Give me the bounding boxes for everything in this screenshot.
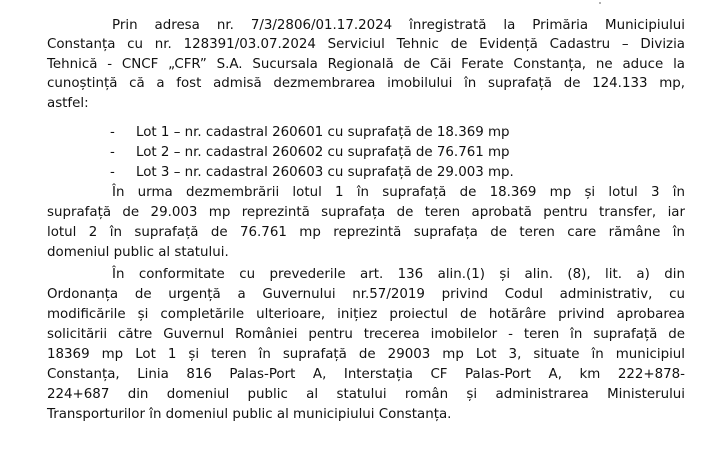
paragraph-3-line-5: 18369 mp Lot 1 și teren în suprafață de 29003 mp Lot 3, situate în municipiul: [47, 347, 685, 362]
paragraph-3-line-4: solicitării către Guvernul României pentru trecerea imobilelor - teren în suprafață de: [47, 327, 685, 342]
paragraph-3-line-6: Constanța, Linia 816 Palas-Port A, Interstația CF Palas-Port A, km 222+878-: [47, 367, 685, 382]
paragraph-3-line-2: Ordonanța de urgență a Guvernului nr.57/2019 privind Codul administrativ, cu: [47, 287, 685, 302]
list-item-lot-1: [110, 123, 670, 142]
scan-speck: [599, 2, 601, 4]
list-item-lot-3: [110, 163, 670, 182]
list-item-text: Lot 1 – nr. cadastral 260601 cu suprafață de 18.369 mp: [136, 125, 510, 140]
paragraph-3-line-8: Transporturilor în domeniul public al municipiului Constanța.: [47, 407, 452, 422]
paragraph-2-line-4: domeniul public al statului.: [47, 245, 229, 260]
paragraph-1-line-3: Tehnică - CNCF „CFR” S.A. Sucursala Regională de Căi Ferate Constanța, ne aduce la: [47, 57, 685, 72]
paragraph-1-line-5: astfel:: [47, 96, 89, 111]
paragraph-3-line-7: 224+687 din domeniul public al statului român și administrarea Ministerului: [47, 387, 685, 402]
paragraph-2-line-1: În urma dezmembrării lotul 1 în suprafață de 18.369 mp și lotul 3 în: [112, 185, 685, 200]
list-dash: -: [110, 145, 115, 160]
list-item-lot-2: [110, 143, 670, 162]
paragraph-2-line-2: suprafață de 29.003 mp reprezintă suprafața de teren aprobată pentru transfer, iar: [47, 205, 685, 220]
list-item-text: Lot 2 – nr. cadastral 260602 cu suprafață de 76.761 mp: [136, 145, 510, 160]
paragraph-1-line-1: Prin adresa nr. 7/3/2806/01.17.2024 înregistrată la Primăria Municipiului: [112, 18, 685, 33]
list-dash: -: [110, 165, 115, 180]
list-dash: -: [110, 125, 115, 140]
paragraph-1-line-4: cunoștință că a fost admisă dezmembrarea imobilului în suprafață de 124.133 mp,: [47, 76, 685, 91]
paragraph-1-line-2: Constanța cu nr. 128391/03.07.2024 Serviciul Tehnic de Evidență Cadastru – Divizia: [47, 37, 685, 52]
paragraph-3-line-3: modificările și completările ulterioare, inițiez proiectul de hotărâre privind aprobarea: [47, 307, 685, 322]
paragraph-3-line-1: În conformitate cu prevederile art. 136 alin.(1) și alin. (8), lit. a) din: [112, 267, 685, 282]
list-item-text: Lot 3 – nr. cadastral 260603 cu suprafață de 29.003 mp.: [136, 165, 514, 180]
paragraph-2-line-3: lotul 2 în suprafață de 76.761 mp reprezintă suprafața de teren care rămâne în: [47, 225, 685, 240]
